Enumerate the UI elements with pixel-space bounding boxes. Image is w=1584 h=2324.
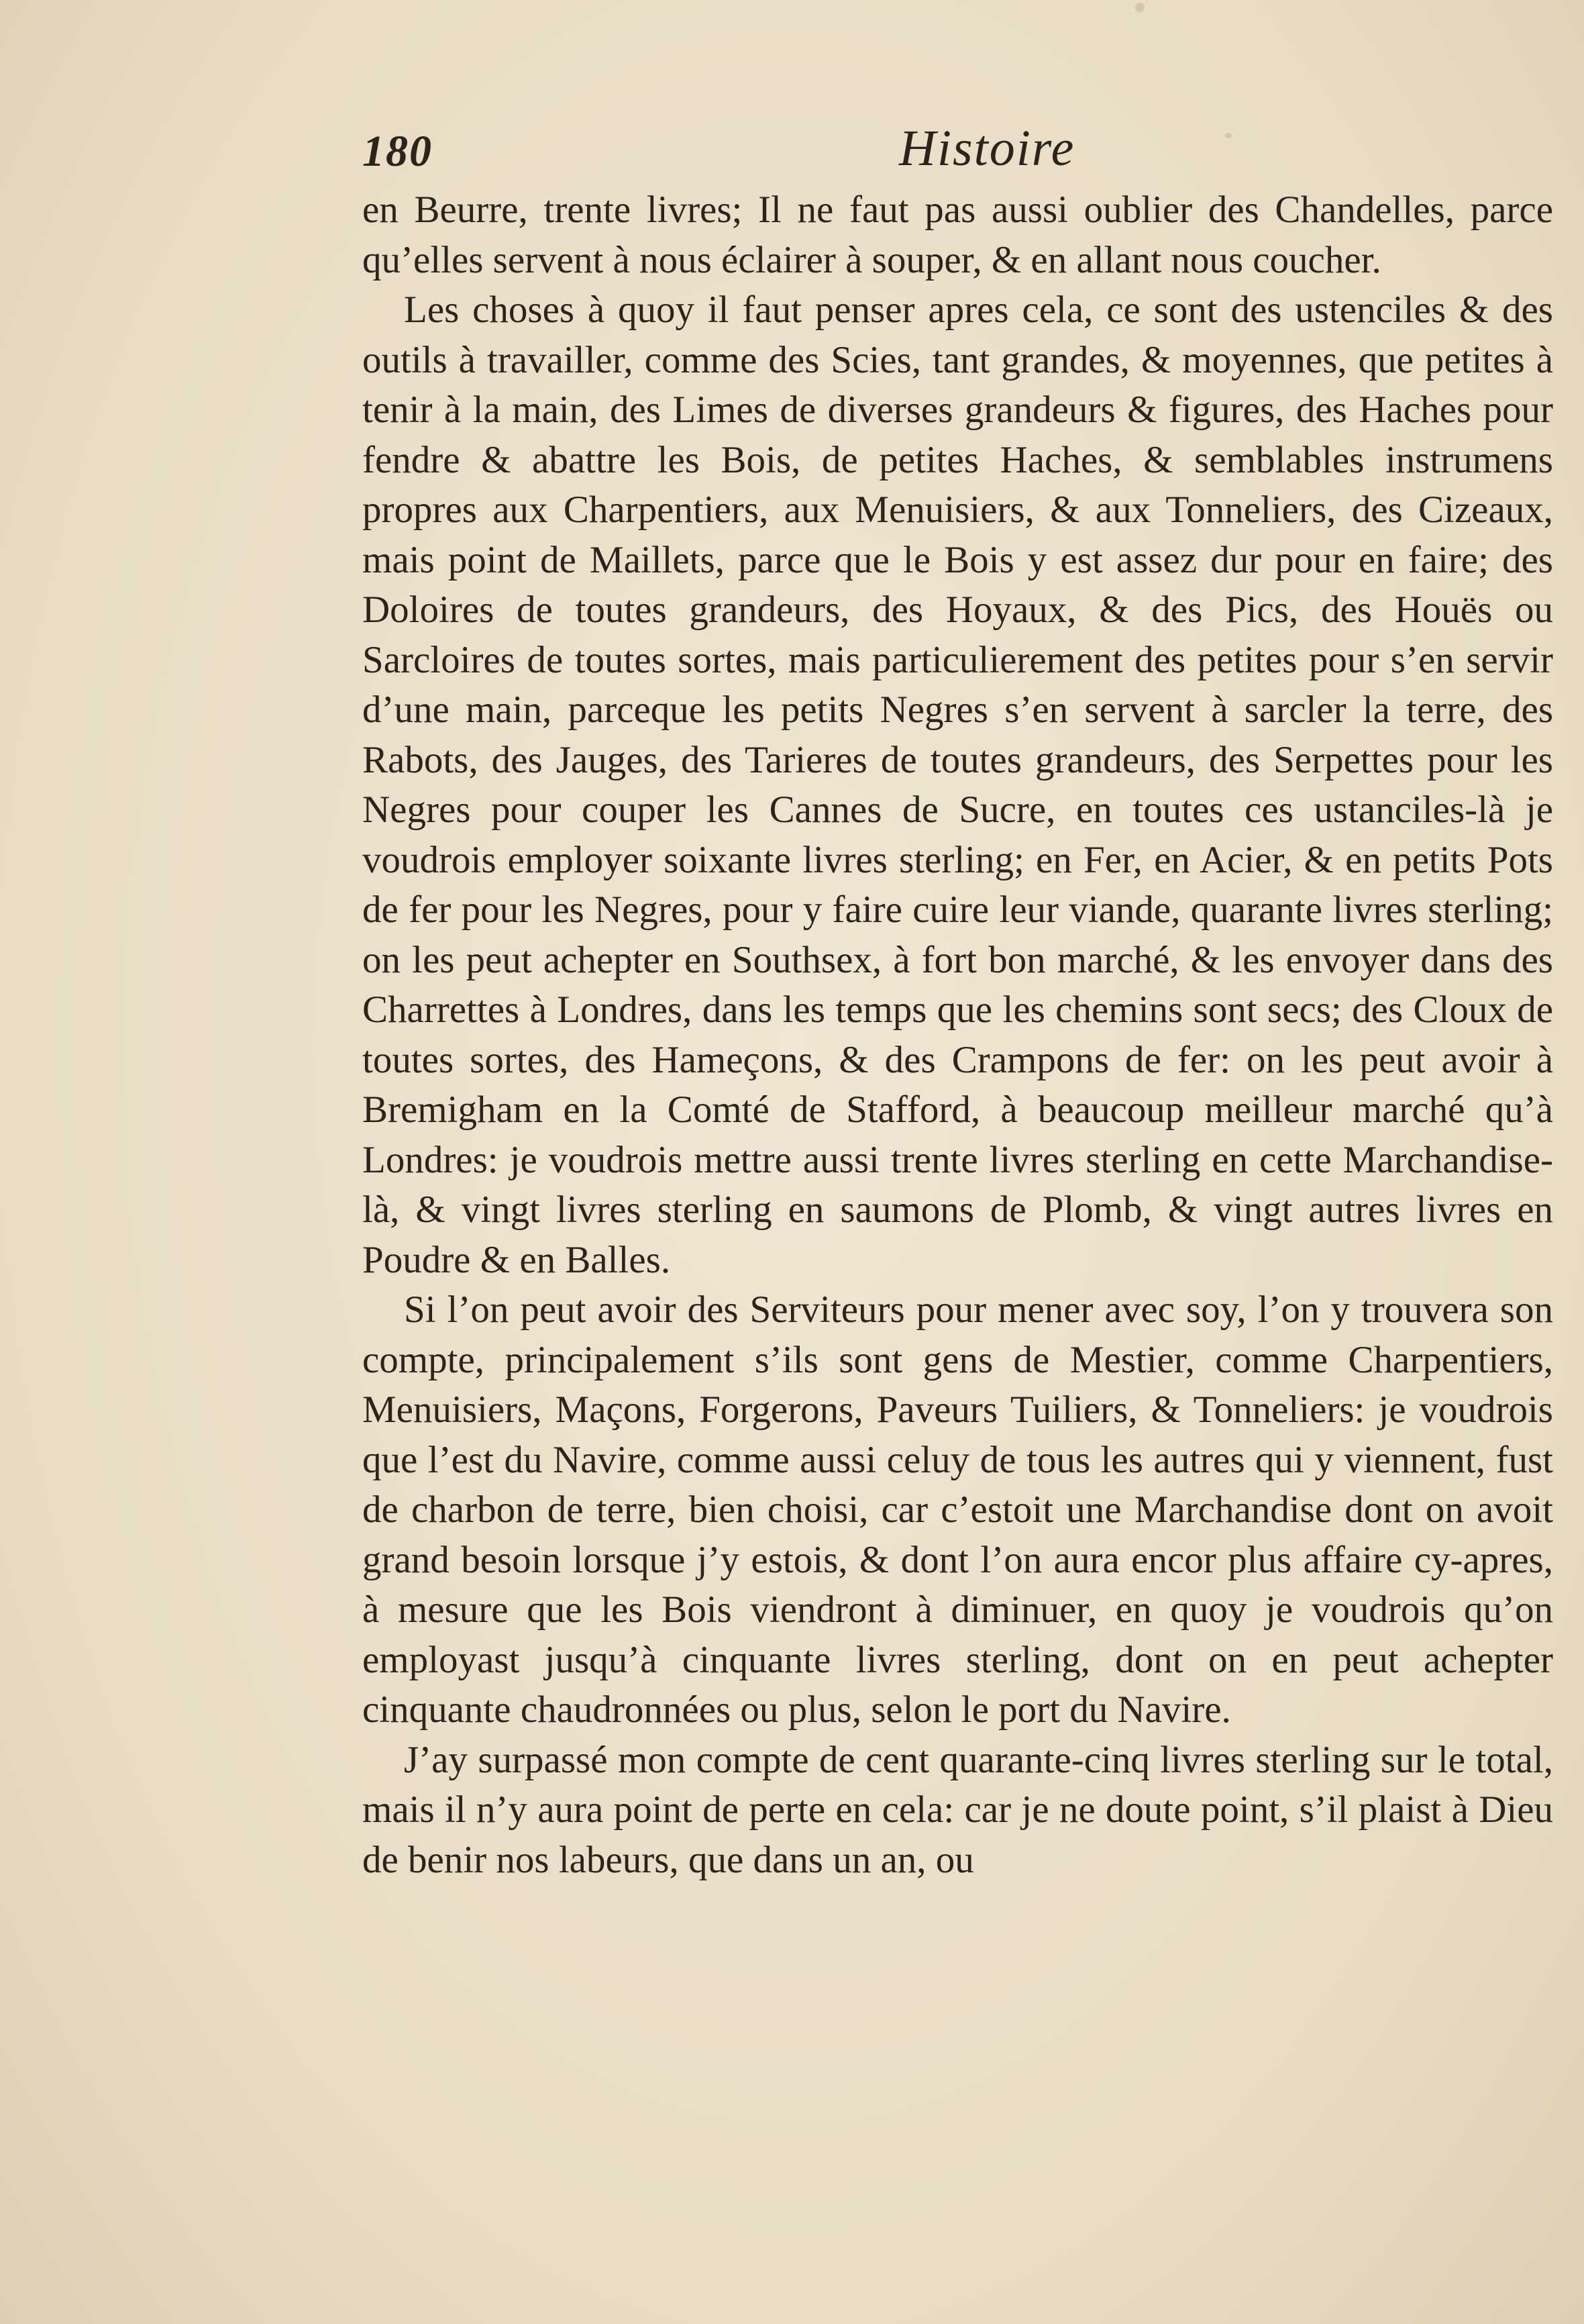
paper-spot (1135, 3, 1145, 12)
paragraph-ustensiles: Les choses à quoy il faut penser apres cela, ce sont des ustenciles & des outils à travailler, comme des Scies, tant grandes, & moyennes, que petites à tenir à la main, des Limes de diverses grandeurs & figures, des Haches pour fendre & abattre les Bois, de petites Haches, & semblables instrumens propres aux Charpentiers, aux Menuisiers, & aux Tonneliers, des Cizeaux, mais point de Maillets, parce que le Bois y est assez dur pour en faire; des Doloires de toutes grandeurs, des Hoyaux, & des Pics, des Houës ou Sarcloires de toutes sortes, mais particulierement des petites pour s’en servir d’une main, parceque les petits Negres s’en servent à sarcler la terre, des Rabots, des Jauges, des Tarieres de toutes grandeurs, des Serpettes pour les Negres pour couper les Cannes de Sucre, en toutes ces ustanciles-là je voudrois employer soixante livres sterling; en Fer, en Acier, & en petits Pots de fer pour les Negres, pour y faire cuire leur viande, quarante livres sterling; on les peut achepter en Southsex, à fort bon marché, & les envoyer dans des Charrettes à Londres, dans les temps que les chemins sont secs; des Cloux de toutes sortes, des Hameçons, & des Crampons de fer: on les peut avoir à Bremigham en la Comté de Stafford, à beaucoup meilleur marché qu’à Londres: je voudrois mettre aussi trente livres sterling en cette Marchandise-là, & vingt livres sterling en saumons de Plomb, & vingt autres livres en Poudre & en Balles. (362, 289, 1553, 1281)
paragraph-continued: en Beurre, trente livres; Il ne faut pas aussi oublier des Chandelles, parce qu’elles servent à nous éclairer à souper, & en allant nous coucher. (362, 189, 1553, 281)
page-number: 180 (362, 127, 433, 176)
paragraph-serviteurs: Si l’on peut avoir des Serviteurs pour mener avec soy, l’on y trouvera son compte, principalement s’ils sont gens de Mestier, comme Charpentiers, Menuisiers, Maçons, Forgerons, Paveurs Tuiliers, & Tonneliers: je voudrois que l’est du Navire, comme aussi celuy de tous les autres qui y viennent, fust de charbon de terre, bien choisi, car c’estoit une Marchandise dont on avoit grand besoin lorsque j’y estois, & dont l’on aura encor plus affaire cy-apres, à mesure que les Bois viendront à diminuer, en quoy je voudrois qu’on employast jusqu’à cinquante livres sterling, dont on en peut achepter cinquante chaudronnées ou plus, selon le port du Navire. (362, 1289, 1553, 1731)
running-head (362, 119, 1556, 187)
paragraph-compte: J’ay surpassé mon compte de cent quarante-cinq livres sterling sur le total, mais il n’y aura point de perte en cela: car je ne doute point, s’il plaist à Dieu de benir nos labeurs, que dans un an, ou (362, 1738, 1553, 1881)
body-text (362, 185, 1553, 1885)
running-title: Histoire (899, 120, 1075, 176)
